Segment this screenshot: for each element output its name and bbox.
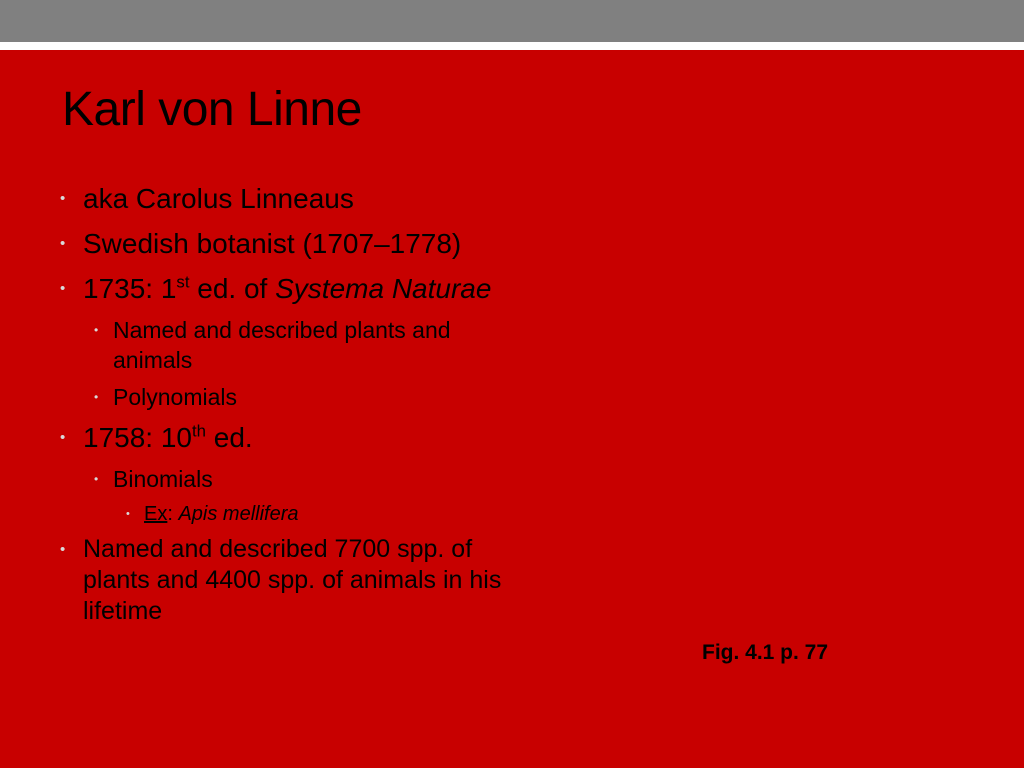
bullet-icon: • — [60, 541, 66, 558]
bullet-icon: • — [94, 472, 99, 486]
bullet-named-described-lifetime — [58, 534, 508, 627]
bullet-text-prefix: 1758: 10 — [83, 422, 192, 453]
top-bar — [0, 0, 1024, 42]
bullet-aka — [58, 180, 508, 217]
bullet-text: aka Carolus Linneaus — [83, 183, 354, 214]
bullet-list — [58, 180, 508, 635]
bullet-text-suffix: ed. — [206, 422, 253, 453]
bullet-text-mid: ed. of — [189, 273, 276, 304]
species-name: Apis mellifera — [178, 503, 299, 525]
bullet-text: Swedish botanist (1707–1778) — [83, 228, 462, 259]
bullet-icon: • — [60, 190, 66, 207]
ordinal-suffix: st — [176, 272, 190, 292]
example-label: Ex — [144, 503, 168, 525]
bullet-text: Named and described plants and animals — [113, 317, 451, 373]
bullet-icon: • — [60, 280, 66, 297]
bullet-text: Named and described 7700 spp. of plants and 4400 spp. of animals in his lifetime — [83, 535, 502, 625]
sub-bullet-named-described — [58, 315, 508, 375]
bullet-1758 — [58, 419, 508, 456]
sub-bullet-polynomials — [58, 382, 508, 412]
bullet-icon: • — [94, 323, 99, 337]
bullet-swedish-botanist — [58, 225, 508, 262]
bullet-icon: • — [94, 390, 99, 404]
sub-sub-bullet-example — [58, 501, 508, 527]
divider-rule — [0, 42, 1024, 50]
ordinal-suffix: th — [192, 421, 206, 441]
bullet-text: Polynomials — [113, 384, 237, 410]
bullet-icon: • — [60, 429, 66, 446]
slide-title: Karl von Linne — [62, 83, 362, 136]
bullet-icon: • — [126, 508, 130, 520]
bullet-text: Binomials — [113, 466, 213, 492]
example-colon: : — [167, 503, 179, 525]
book-title: Systema Naturae — [275, 273, 492, 304]
sub-bullet-binomials — [58, 464, 508, 494]
bullet-icon: • — [60, 235, 66, 252]
bullet-text-prefix: 1735: 1 — [83, 273, 177, 304]
figure-caption: Fig. 4.1 p. 77 — [702, 641, 829, 664]
bullet-1735 — [58, 270, 508, 307]
